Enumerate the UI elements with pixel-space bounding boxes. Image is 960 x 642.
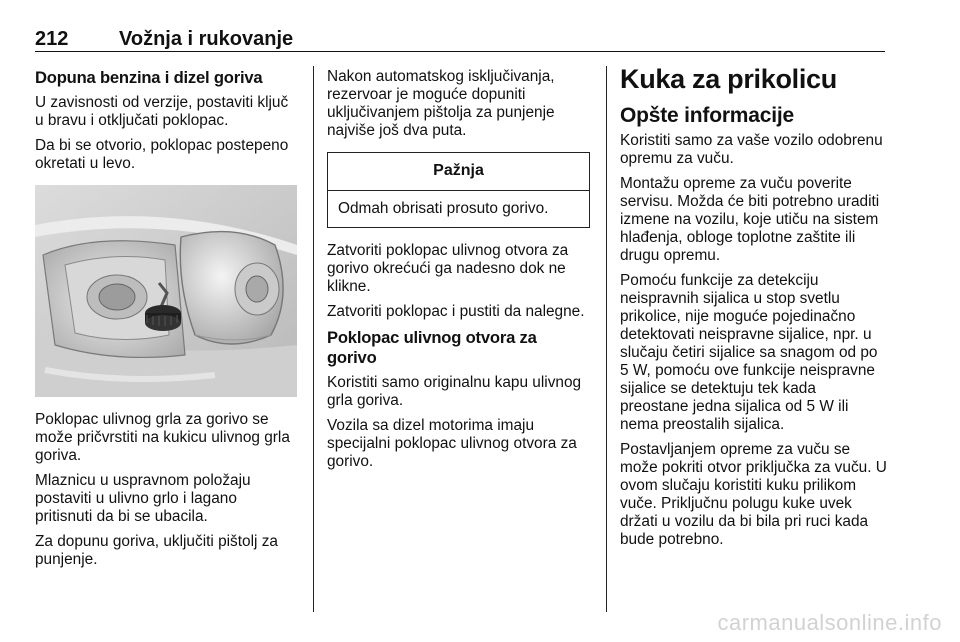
- header-rule: [35, 51, 885, 52]
- page-number: 212: [35, 28, 69, 50]
- column-1: [35, 68, 297, 576]
- caution-text: Odmah obrisati prosuto gorivo.: [338, 200, 549, 217]
- column-divider-1: [313, 66, 314, 612]
- paragraph: Mlaznicu u uspravnom položaju postaviti u ulivno grlo i lagano pritisnuti da bi se ubacila.: [35, 472, 251, 525]
- paragraph: Koristiti samo za vaše vozilo odobrenu opremu za vuču.: [620, 132, 883, 167]
- chapter-heading: Kuka za prikolicu: [620, 64, 837, 94]
- column-divider-2: [606, 66, 607, 612]
- fuel-filler-image: [35, 185, 297, 397]
- paragraph: Koristiti samo originalnu kapu ulivnog grla goriva.: [327, 374, 582, 409]
- column-3: [620, 64, 888, 556]
- paragraph: Za dopunu goriva, uključiti pištolj za punjenje.: [35, 533, 278, 568]
- watermark: carmanualsonline.info: [717, 610, 942, 635]
- paragraph: Nakon automatskog isključivanja, rezervoar je moguće dopuniti uključivanjem pištolja za punjenje najviše još dva puta.: [327, 68, 555, 139]
- column-2: [327, 68, 590, 478]
- paragraph: Pomoću funkcije za detekciju neispravnih sijalica u stop svetlu prikolice, nije moguće pojedinačno detektovati neispravne sijalice, npr. u slučaju četiri sijalice sa snagom od po 5 W, pomoću ove funkcije neispravne sijalice se detektuju tek kada preostane jedna sijalica od 5 W ili nema preostalih sijalica.: [620, 272, 878, 433]
- paragraph: U zavisnosti od verzije, postaviti ključ u bravu i otključati poklopac.: [35, 94, 289, 129]
- paragraph: Montažu opreme za vuču poverite servisu. Možda će biti potrebno uraditi izmene na vozilu, koje utiču na sistem hlađenja, obloge toplotne zaštite ili drugu opremu.: [620, 175, 880, 264]
- section-title-refuel: Dopuna benzina i dizel goriva: [35, 68, 263, 87]
- paragraph: Postavljanjem opreme za vuču se može pokriti otvor priključka za vuču. U ovom slučaju koristiti kuku prilikom vuče. Priključnu polugu kuke uvek držati u vozilu da bi bila pri ruci kada bude potrebno.: [620, 441, 887, 548]
- paragraph: Zatvoriti poklopac i pustiti da nalegne.: [327, 303, 585, 320]
- paragraph: Poklopac ulivnog grla za gorivo se može pričvrstiti na kukicu ulivnog grla goriva.: [35, 411, 290, 464]
- chapter-title: Vožnja i rukovanje: [119, 28, 294, 50]
- paragraph: Da bi se otvorio, poklopac postepeno okretati u levo.: [35, 137, 289, 172]
- paragraph: Zatvoriti poklopac ulivnog otvora za gorivo okrećući ga nadesno dok ne klikne.: [327, 242, 569, 295]
- section-title-fuel-cap: Poklopac ulivnog otvora za gorivo: [327, 328, 537, 367]
- section-heading: Opšte informacije: [620, 104, 794, 127]
- caution-title: Pažnja: [328, 153, 589, 191]
- page-header: [35, 20, 885, 50]
- paragraph: Vozila sa dizel motorima imaju specijalni poklopac ulivnog otvora za gorivo.: [327, 417, 577, 470]
- fuel-filler-illustration: [35, 185, 297, 397]
- caution-box: [327, 152, 590, 228]
